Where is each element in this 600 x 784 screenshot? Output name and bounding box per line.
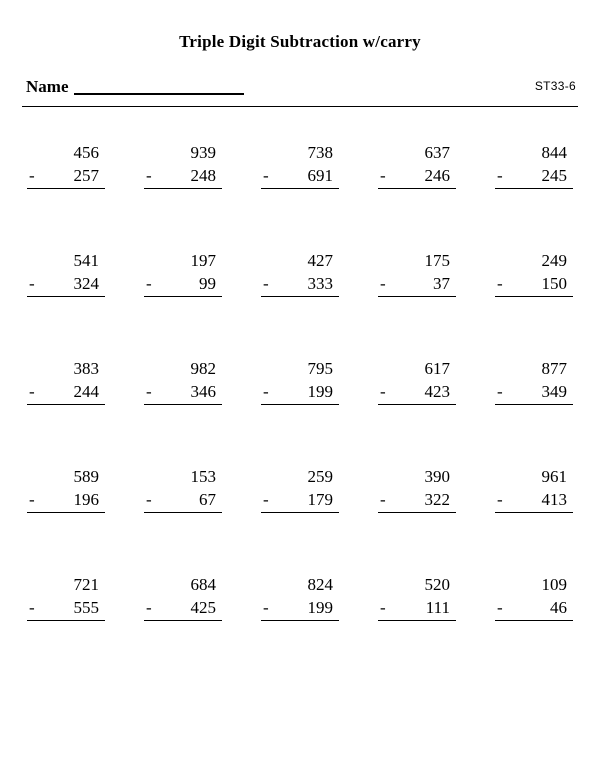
subtrahend: 179	[307, 490, 333, 509]
minus-operator: -	[146, 382, 152, 401]
subtrahend: 199	[307, 382, 333, 401]
subtrahend: 199	[307, 598, 333, 617]
subtrahend-line	[378, 382, 456, 405]
minus-operator: -	[146, 490, 152, 509]
problem-cell	[486, 329, 582, 405]
subtrahend-line	[378, 166, 456, 189]
minus-operator: -	[380, 166, 386, 185]
problem-row	[18, 329, 582, 437]
problem-cell	[135, 437, 231, 513]
minuend: 617	[424, 359, 450, 378]
sheet-code: ST33-6	[534, 79, 576, 93]
minus-operator: -	[263, 598, 269, 617]
problem-cell	[369, 221, 465, 297]
minuend: 383	[73, 359, 99, 378]
subtrahend-line	[378, 274, 456, 297]
subtrahend: 150	[541, 274, 567, 293]
subtrahend: 248	[190, 166, 216, 185]
problem-cell	[252, 329, 348, 405]
minus-operator: -	[146, 598, 152, 617]
subtrahend-line	[27, 598, 105, 621]
problem-cell	[486, 113, 582, 189]
subtrahend-line	[495, 274, 573, 297]
minus-operator: -	[263, 490, 269, 509]
minuend: 721	[73, 575, 99, 594]
minuend: 109	[541, 575, 567, 594]
problem-cell	[486, 437, 582, 513]
minus-operator: -	[146, 274, 152, 293]
minus-operator: -	[380, 274, 386, 293]
problem-cell	[252, 545, 348, 621]
subtrahend-line	[144, 490, 222, 513]
subtrahend-line	[27, 166, 105, 189]
minuend: 197	[190, 251, 216, 270]
minus-operator: -	[263, 382, 269, 401]
problem-cell	[135, 329, 231, 405]
subtrahend: 245	[541, 166, 567, 185]
subtrahend: 691	[307, 166, 333, 185]
minus-operator: -	[497, 274, 503, 293]
subtrahend-line	[495, 382, 573, 405]
subtrahend-line	[495, 598, 573, 621]
minus-operator: -	[29, 598, 35, 617]
subtrahend: 99	[199, 274, 216, 293]
minuend: 637	[424, 143, 450, 162]
problem-row	[18, 545, 582, 653]
minus-operator: -	[29, 166, 35, 185]
problem-cell	[486, 545, 582, 621]
minus-operator: -	[380, 598, 386, 617]
problem-cell	[252, 113, 348, 189]
name-field-group	[26, 78, 244, 95]
minuend: 175	[424, 251, 450, 270]
subtrahend: 413	[541, 490, 567, 509]
problem-row	[18, 437, 582, 545]
subtrahend: 196	[73, 490, 99, 509]
minus-operator: -	[29, 382, 35, 401]
minus-operator: -	[29, 490, 35, 509]
subtrahend-line	[261, 490, 339, 513]
subtrahend: 46	[550, 598, 567, 617]
problem-cell	[252, 221, 348, 297]
minuend: 427	[307, 251, 333, 270]
subtrahend-line	[378, 490, 456, 513]
minus-operator: -	[497, 490, 503, 509]
minuend: 982	[190, 359, 216, 378]
minuend: 456	[73, 143, 99, 162]
subtrahend-line	[261, 274, 339, 297]
problem-row	[18, 113, 582, 221]
subtrahend: 555	[73, 598, 99, 617]
subtrahend: 111	[425, 598, 450, 617]
problem-cell	[18, 329, 114, 405]
minus-operator: -	[29, 274, 35, 293]
subtrahend-line	[261, 166, 339, 189]
subtrahend: 349	[541, 382, 567, 401]
subtrahend-line	[495, 490, 573, 513]
problem-grid	[0, 113, 600, 653]
problem-cell	[369, 329, 465, 405]
subtrahend: 425	[190, 598, 216, 617]
subtrahend: 257	[73, 166, 99, 185]
problem-cell	[135, 113, 231, 189]
subtrahend: 333	[307, 274, 333, 293]
subtrahend-line	[27, 490, 105, 513]
subtrahend-line	[27, 274, 105, 297]
minuend: 824	[307, 575, 333, 594]
subtrahend: 37	[433, 274, 450, 293]
subtrahend-line	[378, 598, 456, 621]
subtrahend-line	[144, 598, 222, 621]
minus-operator: -	[497, 166, 503, 185]
problem-cell	[18, 545, 114, 621]
minuend: 684	[190, 575, 216, 594]
subtrahend: 423	[424, 382, 450, 401]
minuend: 589	[73, 467, 99, 486]
subtrahend: 346	[190, 382, 216, 401]
minuend: 961	[541, 467, 567, 486]
minus-operator: -	[263, 274, 269, 293]
minuend: 844	[541, 143, 567, 162]
header-divider	[22, 106, 578, 107]
subtrahend-line	[144, 382, 222, 405]
subtrahend-line	[261, 382, 339, 405]
subtrahend: 67	[199, 490, 216, 509]
problem-cell	[252, 437, 348, 513]
minus-operator: -	[380, 490, 386, 509]
minuend: 795	[307, 359, 333, 378]
minuend: 259	[307, 467, 333, 486]
minuend: 390	[424, 467, 450, 486]
subtrahend: 244	[73, 382, 99, 401]
problem-cell	[369, 545, 465, 621]
page-title: Triple Digit Subtraction w/carry	[179, 32, 421, 51]
worksheet-page	[0, 32, 600, 784]
subtrahend: 246	[424, 166, 450, 185]
problem-cell	[18, 113, 114, 189]
minuend: 520	[424, 575, 450, 594]
minuend: 738	[307, 143, 333, 162]
subtrahend-line	[144, 274, 222, 297]
problem-row	[18, 221, 582, 329]
name-input-blank[interactable]	[74, 79, 244, 95]
minus-operator: -	[497, 382, 503, 401]
minuend: 153	[190, 467, 216, 486]
minus-operator: -	[497, 598, 503, 617]
subtrahend-line	[27, 382, 105, 405]
minuend: 541	[73, 251, 99, 270]
name-label: Name	[26, 77, 69, 96]
subtrahend-line	[144, 166, 222, 189]
minus-operator: -	[263, 166, 269, 185]
problem-cell	[369, 113, 465, 189]
problem-cell	[135, 545, 231, 621]
problem-cell	[135, 221, 231, 297]
minuend: 249	[541, 251, 567, 270]
minus-operator: -	[146, 166, 152, 185]
subtrahend-line	[495, 166, 573, 189]
minuend: 877	[541, 359, 567, 378]
problem-cell	[18, 221, 114, 297]
problem-cell	[369, 437, 465, 513]
subtrahend-line	[261, 598, 339, 621]
subtrahend: 324	[73, 274, 99, 293]
problem-cell	[486, 221, 582, 297]
subtrahend: 322	[424, 490, 450, 509]
minuend: 939	[190, 143, 216, 162]
minus-operator: -	[380, 382, 386, 401]
name-row	[0, 78, 600, 95]
problem-cell	[18, 437, 114, 513]
